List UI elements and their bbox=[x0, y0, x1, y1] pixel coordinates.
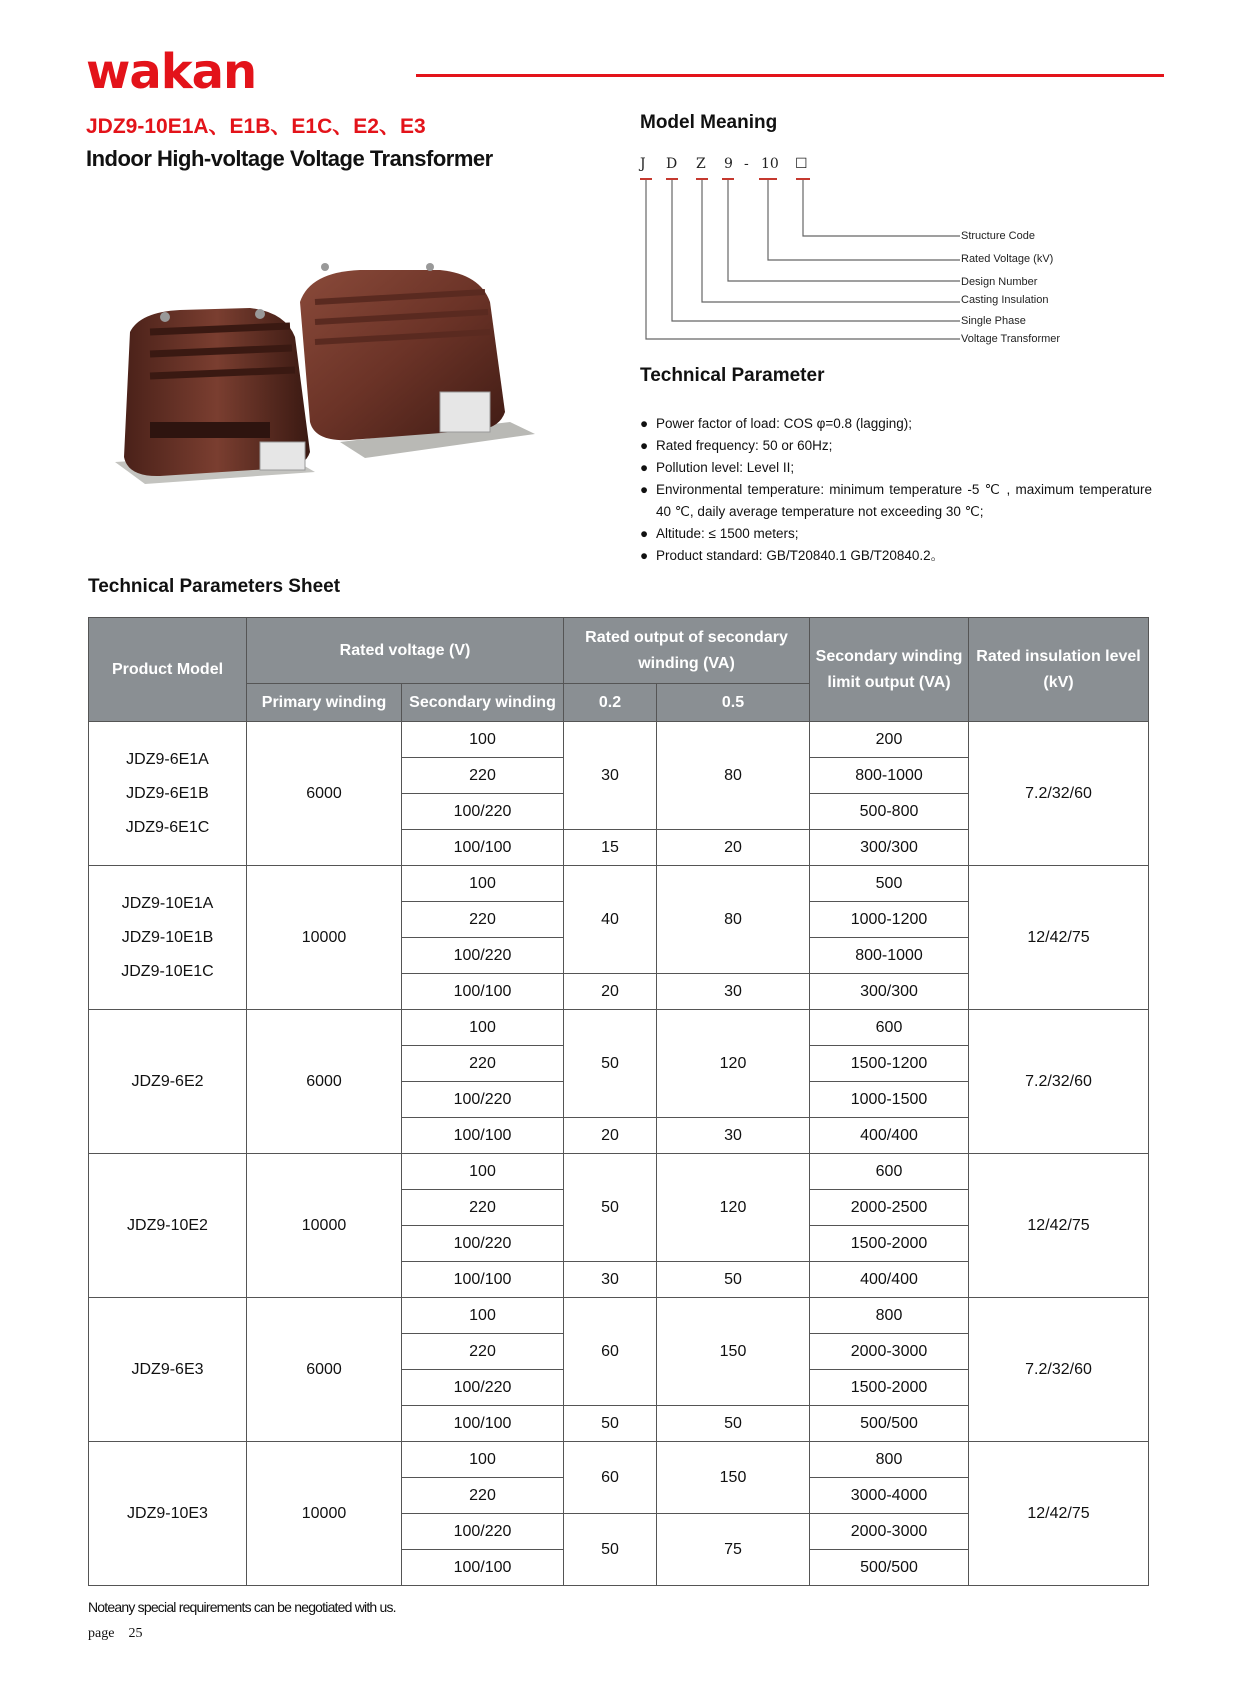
secondary-cell: 220 bbox=[402, 1334, 564, 1370]
code-char-j: J bbox=[640, 156, 646, 172]
limit-cell: 500-800 bbox=[810, 794, 969, 830]
header-primary-winding: Primary winding bbox=[247, 684, 402, 722]
output-0.2-cell: 50 bbox=[564, 1514, 657, 1586]
output-0.2-cell: 50 bbox=[564, 1010, 657, 1118]
output-0.2-cell: 60 bbox=[564, 1298, 657, 1406]
secondary-cell: 100/220 bbox=[402, 794, 564, 830]
output-0.2-cell: 60 bbox=[564, 1442, 657, 1514]
output-0.5-cell: 50 bbox=[657, 1406, 810, 1442]
table-row bbox=[89, 866, 1149, 902]
secondary-cell: 100 bbox=[402, 866, 564, 902]
model-cell: JDZ9-10E2 bbox=[89, 1154, 247, 1298]
param-item: ● Product standard: GB/T20840.1 GB/T20840.2。 bbox=[640, 545, 1152, 567]
output-0.5-cell: 75 bbox=[657, 1514, 810, 1586]
limit-cell: 1500-2000 bbox=[810, 1226, 969, 1262]
product-models-title: JDZ9-10E1A、E1B、E1C、E2、E3 bbox=[86, 115, 426, 138]
bullet-icon: ● bbox=[640, 482, 649, 497]
code-char-9: 9 bbox=[724, 156, 733, 172]
limit-cell: 1000-1500 bbox=[810, 1082, 969, 1118]
header-insulation-level: Rated insulation level (kV) bbox=[969, 618, 1149, 722]
limit-cell: 1000-1200 bbox=[810, 902, 969, 938]
secondary-cell: 100/100 bbox=[402, 1550, 564, 1586]
limit-cell: 2000-3000 bbox=[810, 1514, 969, 1550]
output-0.2-cell: 30 bbox=[564, 1262, 657, 1298]
secondary-cell: 100/220 bbox=[402, 938, 564, 974]
limit-cell: 500/500 bbox=[810, 1406, 969, 1442]
header-secondary-winding: Secondary winding bbox=[402, 684, 564, 722]
product-title: Indoor High-voltage Voltage Transformer bbox=[86, 146, 493, 171]
output-0.2-cell: 40 bbox=[564, 866, 657, 974]
output-0.2-cell: 20 bbox=[564, 1118, 657, 1154]
primary-cell: 6000 bbox=[247, 1010, 402, 1154]
secondary-cell: 100 bbox=[402, 1298, 564, 1334]
limit-cell: 400/400 bbox=[810, 1262, 969, 1298]
limit-cell: 1500-1200 bbox=[810, 1046, 969, 1082]
technical-parameter-heading: Technical Parameter bbox=[640, 365, 825, 386]
model-meaning-heading: Model Meaning bbox=[640, 112, 778, 133]
limit-cell: 600 bbox=[810, 1154, 969, 1190]
limit-cell: 600 bbox=[810, 1010, 969, 1046]
limit-cell: 300/300 bbox=[810, 974, 969, 1010]
insulation-cell: 12/42/75 bbox=[969, 866, 1149, 1010]
output-0.2-cell: 50 bbox=[564, 1406, 657, 1442]
secondary-cell: 100/100 bbox=[402, 1118, 564, 1154]
header-product-model: Product Model bbox=[89, 618, 247, 722]
label-rated-voltage: Rated Voltage (kV) bbox=[961, 253, 1054, 265]
output-0.5-cell: 150 bbox=[657, 1442, 810, 1514]
limit-cell: 200 bbox=[810, 722, 969, 758]
bullet-icon: ● bbox=[640, 416, 649, 431]
output-0.2-cell: 15 bbox=[564, 830, 657, 866]
bullet-icon: ● bbox=[640, 548, 649, 563]
output-0.5-cell: 30 bbox=[657, 1118, 810, 1154]
output-0.5-cell: 80 bbox=[657, 722, 810, 830]
output-0.5-cell: 150 bbox=[657, 1298, 810, 1406]
secondary-cell: 220 bbox=[402, 902, 564, 938]
header-rule bbox=[416, 74, 1164, 77]
limit-cell: 500/500 bbox=[810, 1550, 969, 1586]
bullet-icon: ● bbox=[640, 438, 649, 453]
insulation-cell: 12/42/75 bbox=[969, 1154, 1149, 1298]
output-0.5-cell: 80 bbox=[657, 866, 810, 974]
sheet-heading: Technical Parameters Sheet bbox=[88, 576, 341, 597]
secondary-cell: 100/220 bbox=[402, 1514, 564, 1550]
bullet-icon: ● bbox=[640, 460, 649, 475]
secondary-cell: 100/220 bbox=[402, 1226, 564, 1262]
limit-cell: 800 bbox=[810, 1442, 969, 1478]
header-limit-output: Secondary winding limit output (VA) bbox=[810, 618, 969, 722]
param-item: ● Power factor of load: COS φ=0.8 (lagging); bbox=[640, 413, 1152, 435]
model-cell: JDZ9-6E1A JDZ9-6E1B JDZ9-6E1C bbox=[89, 722, 247, 866]
output-0.5-cell: 120 bbox=[657, 1010, 810, 1118]
limit-cell: 2000-2500 bbox=[810, 1190, 969, 1226]
model-cell: JDZ9-6E3 bbox=[89, 1298, 247, 1442]
output-0.2-cell: 50 bbox=[564, 1154, 657, 1262]
page-number: page 25 bbox=[88, 1626, 143, 1641]
primary-cell: 10000 bbox=[247, 866, 402, 1010]
limit-cell: 800-1000 bbox=[810, 938, 969, 974]
model-cell: JDZ9-10E3 bbox=[89, 1442, 247, 1586]
code-char-z: Z bbox=[696, 156, 706, 172]
limit-cell: 800 bbox=[810, 1298, 969, 1334]
code-char-d: D bbox=[666, 156, 678, 172]
label-single-phase: Single Phase bbox=[961, 315, 1026, 327]
table-row bbox=[89, 1442, 1149, 1478]
model-meaning-diagram bbox=[640, 176, 960, 346]
secondary-cell: 220 bbox=[402, 1190, 564, 1226]
technical-parameters-table bbox=[88, 617, 1149, 1586]
param-item: ● Altitude: ≤ 1500 meters; bbox=[640, 523, 1152, 545]
param-item: ● Pollution level: Level II; bbox=[640, 457, 1152, 479]
secondary-cell: 100 bbox=[402, 1154, 564, 1190]
limit-cell: 500 bbox=[810, 866, 969, 902]
label-voltage-transformer: Voltage Transformer bbox=[961, 333, 1061, 345]
param-item: ● Environmental temperature: minimum temperature -5 ℃ , maximum temperature 40 ℃, daily average temperature not exceeding 30 ℃; bbox=[640, 479, 1152, 523]
output-0.2-cell: 30 bbox=[564, 722, 657, 830]
code-char-10: 10 bbox=[761, 156, 779, 172]
insulation-cell: 7.2/32/60 bbox=[969, 1298, 1149, 1442]
table-row bbox=[89, 1010, 1149, 1046]
limit-cell: 300/300 bbox=[810, 830, 969, 866]
limit-cell: 400/400 bbox=[810, 1118, 969, 1154]
model-cell: JDZ9-10E1A JDZ9-10E1B JDZ9-10E1C bbox=[89, 866, 247, 1010]
code-char-dash: - bbox=[744, 156, 749, 172]
product-photo bbox=[110, 262, 540, 502]
secondary-cell: 220 bbox=[402, 758, 564, 794]
secondary-cell: 100/100 bbox=[402, 1406, 564, 1442]
label-casting-insulation: Casting Insulation bbox=[961, 294, 1049, 306]
limit-cell: 3000-4000 bbox=[810, 1478, 969, 1514]
table-row bbox=[89, 1298, 1149, 1334]
limit-cell: 2000-3000 bbox=[810, 1334, 969, 1370]
label-structure-code: Structure Code bbox=[961, 230, 1035, 242]
limit-cell: 800-1000 bbox=[810, 758, 969, 794]
output-0.5-cell: 50 bbox=[657, 1262, 810, 1298]
primary-cell: 10000 bbox=[247, 1442, 402, 1586]
output-0.5-cell: 120 bbox=[657, 1154, 810, 1262]
insulation-cell: 7.2/32/60 bbox=[969, 1010, 1149, 1154]
secondary-cell: 100/100 bbox=[402, 1262, 564, 1298]
primary-cell: 10000 bbox=[247, 1154, 402, 1298]
primary-cell: 6000 bbox=[247, 722, 402, 866]
header-class-0.2: 0.2 bbox=[564, 684, 657, 722]
brand-logo: wakan bbox=[86, 44, 257, 100]
table-row bbox=[89, 722, 1149, 758]
output-0.5-cell: 20 bbox=[657, 830, 810, 866]
table-row bbox=[89, 1154, 1149, 1190]
secondary-cell: 100 bbox=[402, 1010, 564, 1046]
primary-cell: 6000 bbox=[247, 1298, 402, 1442]
technical-parameter-list bbox=[640, 413, 1152, 567]
secondary-cell: 100/100 bbox=[402, 974, 564, 1010]
param-item: ● Rated frequency: 50 or 60Hz; bbox=[640, 435, 1152, 457]
secondary-cell: 100/220 bbox=[402, 1082, 564, 1118]
secondary-cell: 220 bbox=[402, 1046, 564, 1082]
output-0.5-cell: 30 bbox=[657, 974, 810, 1010]
secondary-cell: 100 bbox=[402, 1442, 564, 1478]
model-cell: JDZ9-6E2 bbox=[89, 1010, 247, 1154]
limit-cell: 1500-2000 bbox=[810, 1370, 969, 1406]
bullet-icon: ● bbox=[640, 526, 649, 541]
secondary-cell: 100 bbox=[402, 722, 564, 758]
header-rated-output: Rated output of secondary winding (VA) bbox=[564, 618, 810, 684]
code-char-box: ☐ bbox=[795, 156, 808, 172]
insulation-cell: 7.2/32/60 bbox=[969, 722, 1149, 866]
header-class-0.5: 0.5 bbox=[657, 684, 810, 722]
footer-note: Noteany special requirements can be negotiated with us. bbox=[88, 1599, 396, 1615]
secondary-cell: 100/100 bbox=[402, 830, 564, 866]
insulation-cell: 12/42/75 bbox=[969, 1442, 1149, 1586]
secondary-cell: 220 bbox=[402, 1478, 564, 1514]
output-0.2-cell: 20 bbox=[564, 974, 657, 1010]
secondary-cell: 100/220 bbox=[402, 1370, 564, 1406]
label-design-number: Design Number bbox=[961, 276, 1038, 288]
header-rated-voltage: Rated voltage (V) bbox=[247, 618, 564, 684]
